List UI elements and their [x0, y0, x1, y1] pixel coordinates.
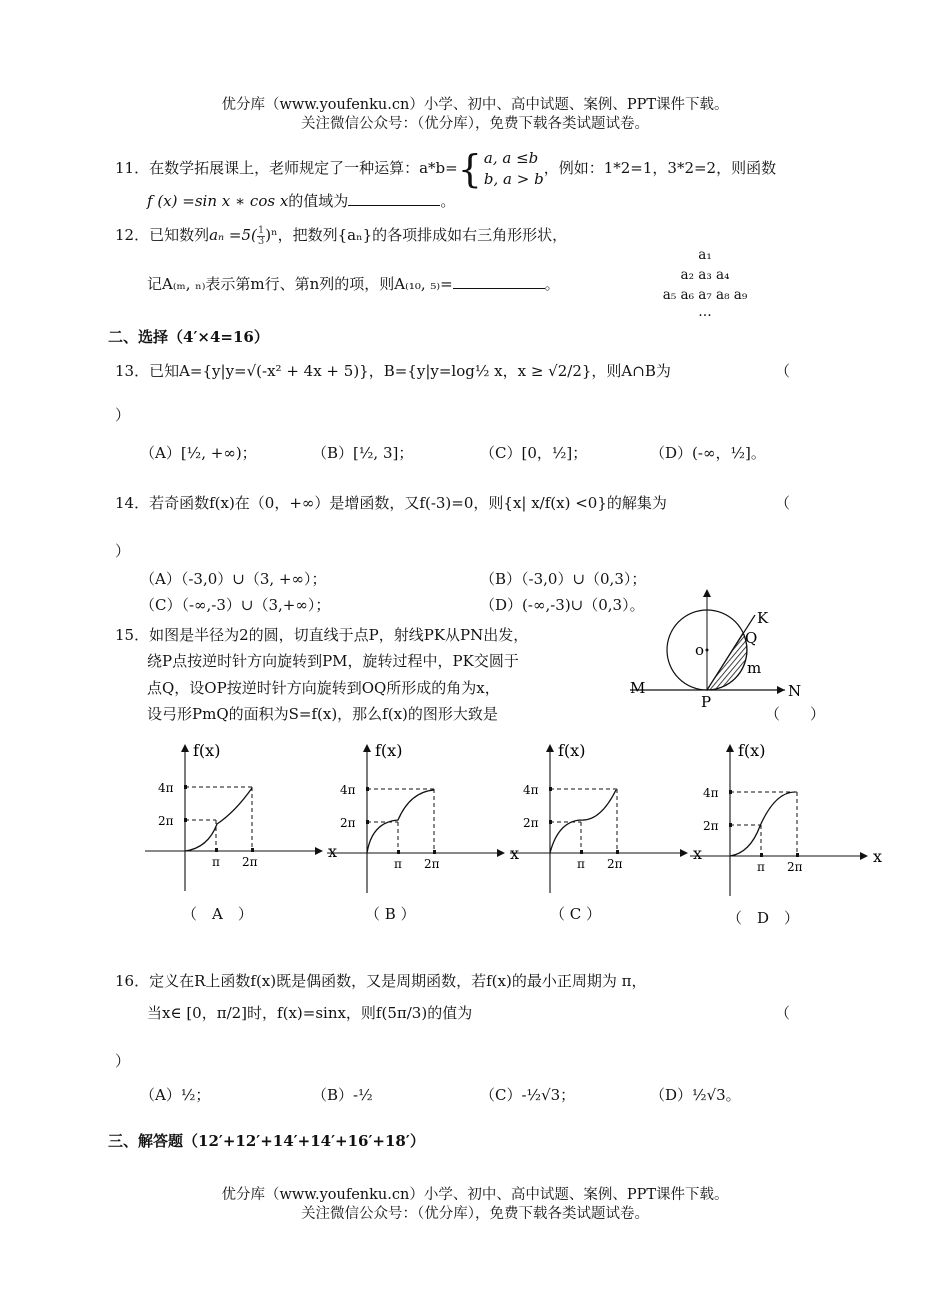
q11-brace: {: [457, 147, 482, 191]
triangle-row-4: …: [698, 304, 712, 320]
q16-option-a[interactable]: （A）½；: [140, 1086, 211, 1104]
graph-d-y-arrow: [726, 744, 734, 752]
graph-a-tick-2pi-y: [184, 818, 187, 822]
label-m: m: [747, 659, 762, 677]
q11-number: 11．: [115, 159, 150, 177]
q15-line-2: 绕P点按逆时针方向旋转到PM，旋转过程中，PK交圆于: [147, 652, 519, 670]
graph-d-tick-2pi-y: [729, 823, 732, 827]
graph-c-tick-2pi-x: [616, 850, 619, 854]
graph-b-tick-pi: [397, 850, 400, 854]
q15-number: 15．: [115, 626, 150, 644]
q11-func: f (x) =sin x ∗ cos x: [147, 192, 289, 210]
q15-paren: （ ）: [765, 705, 826, 723]
graph-c-tick-4pi: [549, 787, 552, 791]
q12-line-1: [115, 224, 567, 247]
graph-b-tick-4pi: [366, 787, 369, 791]
graph-c-y-arrow: [546, 744, 554, 752]
graph-d-label-pi: π: [757, 860, 765, 874]
graph-a-label-x: x: [328, 842, 338, 861]
q12-triangle: [650, 245, 760, 319]
graph-choice-d[interactable]: （ D ）: [727, 909, 800, 927]
graph-b-label-fx: f(x): [375, 741, 403, 760]
graph-b-y-arrow: [363, 744, 371, 752]
graph-b-label-4pi: 4π: [340, 783, 356, 797]
graph-c-label-4pi: 4π: [523, 783, 539, 797]
q11-case-2: b, a > b: [483, 170, 544, 188]
q13-option-c[interactable]: （C）[0，½]；: [480, 444, 588, 462]
label-k: K: [757, 609, 769, 627]
q11-answer-blank[interactable]: [348, 192, 440, 206]
graph-a-label-4pi: 4π: [158, 781, 174, 795]
graph-b-tick-2pi-y: [366, 820, 369, 824]
label-o: o: [695, 641, 705, 659]
q14-text: 若奇函数f(x)在（0，+∞）是增函数，又f(-3)=0，则{x| x/f(x) <0}的解集为: [149, 494, 667, 512]
q11-piecewise: [484, 148, 544, 190]
q14-option-a[interactable]: （A）（-3,0）∪（3, +∞）；: [140, 570, 327, 588]
footer-line-1: 优分库（www.youfenku.cn）小学、初中、高中试题、案例、PPT课件下载。: [221, 1187, 729, 1203]
q16-option-d[interactable]: （D）½√3。: [650, 1086, 741, 1104]
q11-end: 。: [440, 192, 456, 210]
graph-choice-b[interactable]: （ B ）: [365, 905, 416, 923]
section-3-title: 三、解答题（12′+12′+14′+14′+16′+18′）: [108, 1132, 425, 1150]
q15-line-4: 设弓形PmQ的面积为S=f(x)，那么f(x)的图形大致是: [147, 705, 498, 723]
q14-line: [115, 492, 667, 513]
graph-d-label-2pi-x: 2π: [787, 860, 803, 874]
graph-b-label-x: x: [510, 844, 520, 863]
q12-line-2: [147, 273, 560, 294]
q11-text-b: ，例如：1*2=1，3*2=2，则函数: [543, 159, 777, 177]
q12-number: 12．: [115, 226, 150, 244]
header-line-2: 关注微信公众号：（优分库），免费下载各类试题试卷。: [301, 116, 649, 132]
q12-text-a: 已知数列: [149, 226, 210, 244]
label-n: N: [788, 682, 802, 700]
graph-d-tick-4pi: [729, 790, 732, 794]
arrow-n: [777, 686, 785, 694]
graph-a-label-fx: f(x): [193, 741, 221, 760]
graph-d-tick-pi: [760, 853, 763, 857]
graph-a-x-arrow: [315, 847, 323, 855]
q16-option-c[interactable]: （C）-½√3；: [480, 1086, 576, 1104]
graph-b-x-arrow: [497, 849, 505, 857]
q16-option-b[interactable]: （B）-½: [312, 1086, 373, 1104]
q14-paren-open: （: [775, 494, 791, 512]
q13-line: [115, 360, 671, 381]
graph-c-tick-2pi-y: [549, 820, 552, 824]
q11-line-1: [115, 148, 776, 190]
header-line-1: 优分库（www.youfenku.cn）小学、初中、高中试题、案例、PPT课件下载。: [221, 97, 729, 113]
graph-d-label-fx: f(x): [738, 741, 766, 760]
graph-a-label-2pi-x: 2π: [242, 855, 258, 869]
graph-a-tick-pi: [215, 848, 218, 852]
graph-d-curve: [730, 792, 795, 856]
graph-c-label-pi: π: [577, 857, 585, 871]
q12-text-c: 记A₍ₘ, ₙ₎表示第m行、第n列的项，则A₍₁₀, ₅₎=: [147, 275, 453, 293]
footer-line-2: 关注微信公众号：（优分库），免费下载各类试题试卷。: [301, 1206, 649, 1222]
arrow-up: [703, 589, 711, 597]
q12-formula-end: )ⁿ: [265, 226, 278, 244]
q15-line-3: 点Q，设OP按逆时针方向旋转到OQ所形成的角为x，: [147, 679, 500, 697]
graph-b-label-2pi-y: 2π: [340, 816, 356, 830]
q11-line-2: [147, 190, 455, 211]
q13-paren-close: ）: [115, 406, 131, 424]
graph-choice-a[interactable]: （ A ）: [182, 905, 253, 923]
graph-c-label-fx: f(x): [558, 741, 586, 760]
section-2-title: 二、选择（4′×4=16）: [108, 328, 269, 346]
graph-b-tick-2pi-x: [433, 850, 436, 854]
graph-d-label-2pi-y: 2π: [703, 819, 719, 833]
label-big-m: M: [630, 679, 646, 697]
graph-b-label-pi: π: [394, 857, 402, 871]
q15-line-1: 15．如图是半径为2的圆，切直线于点P，射线PK从PN出发，: [115, 626, 529, 644]
graph-a-label-2pi-y: 2π: [158, 814, 174, 828]
q14-option-b[interactable]: （B）（-3,0）∪（0,3）；: [480, 570, 647, 588]
triangle-row-2: a₂ a₃ a₄: [680, 267, 730, 283]
q14-number: 14．: [115, 494, 150, 512]
graph-c-label-x: x: [693, 844, 703, 863]
graph-choice-c[interactable]: （ C ）: [550, 905, 602, 923]
q14-paren-close: ）: [115, 542, 131, 560]
q12-text-b: ，把数列{aₙ}的各项排成如右三角形形状，: [277, 226, 568, 244]
q13-option-a[interactable]: （A）[½, +∞)；: [140, 444, 257, 462]
graph-a-tick-2pi-x: [251, 848, 254, 852]
graph-b-label-2pi-x: 2π: [424, 857, 440, 871]
q11-case-1: a, a ≤b: [483, 149, 539, 167]
graph-a-tick-4pi: [184, 785, 187, 789]
q11-text-a: 在数学拓展课上，老师规定了一种运算：a*b=: [149, 159, 458, 177]
q16-line-1: 16．定义在R上函数f(x)既是偶函数，又是周期函数，若f(x)的最小正周期为 π，: [115, 972, 647, 990]
q12-formula: aₙ =5(: [209, 226, 257, 244]
triangle-row-1: a₁: [698, 247, 712, 263]
q16-paren-close: ）: [115, 1052, 131, 1070]
graph-c-tick-pi: [580, 850, 583, 854]
q16-number: 16．: [115, 972, 150, 990]
label-q: Q: [745, 629, 758, 647]
graph-d-tick-2pi-x: [796, 853, 799, 857]
graph-a-label-pi: π: [212, 855, 220, 869]
q16-line-2: 当x∈ [0，π/2]时，f(x)=sinx，则f(5π/3)的值为: [147, 1004, 473, 1022]
q13-paren-open: （: [775, 362, 791, 380]
graph-d-label-4pi: 4π: [703, 786, 719, 800]
q13-option-d[interactable]: （D）(-∞，½]。: [650, 444, 766, 462]
q12-answer-blank[interactable]: [453, 275, 545, 289]
q14-option-c[interactable]: （C）（-∞,-3）∪（3,+∞）；: [140, 596, 331, 614]
graph-d-label-x: x: [873, 847, 883, 866]
triangle-row-3: a₅ a₆ a₇ a₈ a₉: [662, 287, 748, 303]
graph-c-label-2pi-x: 2π: [607, 857, 623, 871]
graph-a-y-arrow: [181, 744, 189, 752]
q13-text: 已知A={y|y=√(-x² + 4x + 5)}，B={y|y=log½ x，x ≥ √2/2}，则A∩B为: [149, 362, 671, 380]
graph-c-x-arrow: [680, 849, 688, 857]
graph-d-x-arrow: [860, 852, 868, 860]
q13-number: 13．: [115, 362, 150, 380]
q16-paren-open: （: [775, 1004, 791, 1022]
q12-fraction: $\frac{1}{3}$: [257, 224, 265, 247]
graph-c-label-2pi-y: 2π: [523, 816, 539, 830]
q11-text-c: 的值域为: [288, 192, 349, 210]
q12-end: 。: [544, 275, 560, 293]
q13-option-b[interactable]: （B）[½, 3]；: [312, 444, 414, 462]
label-p: P: [701, 693, 712, 711]
q15-circle-figure: [625, 585, 805, 710]
q14-option-d[interactable]: （D）(-∞,-3)∪（0,3）。: [480, 596, 645, 614]
